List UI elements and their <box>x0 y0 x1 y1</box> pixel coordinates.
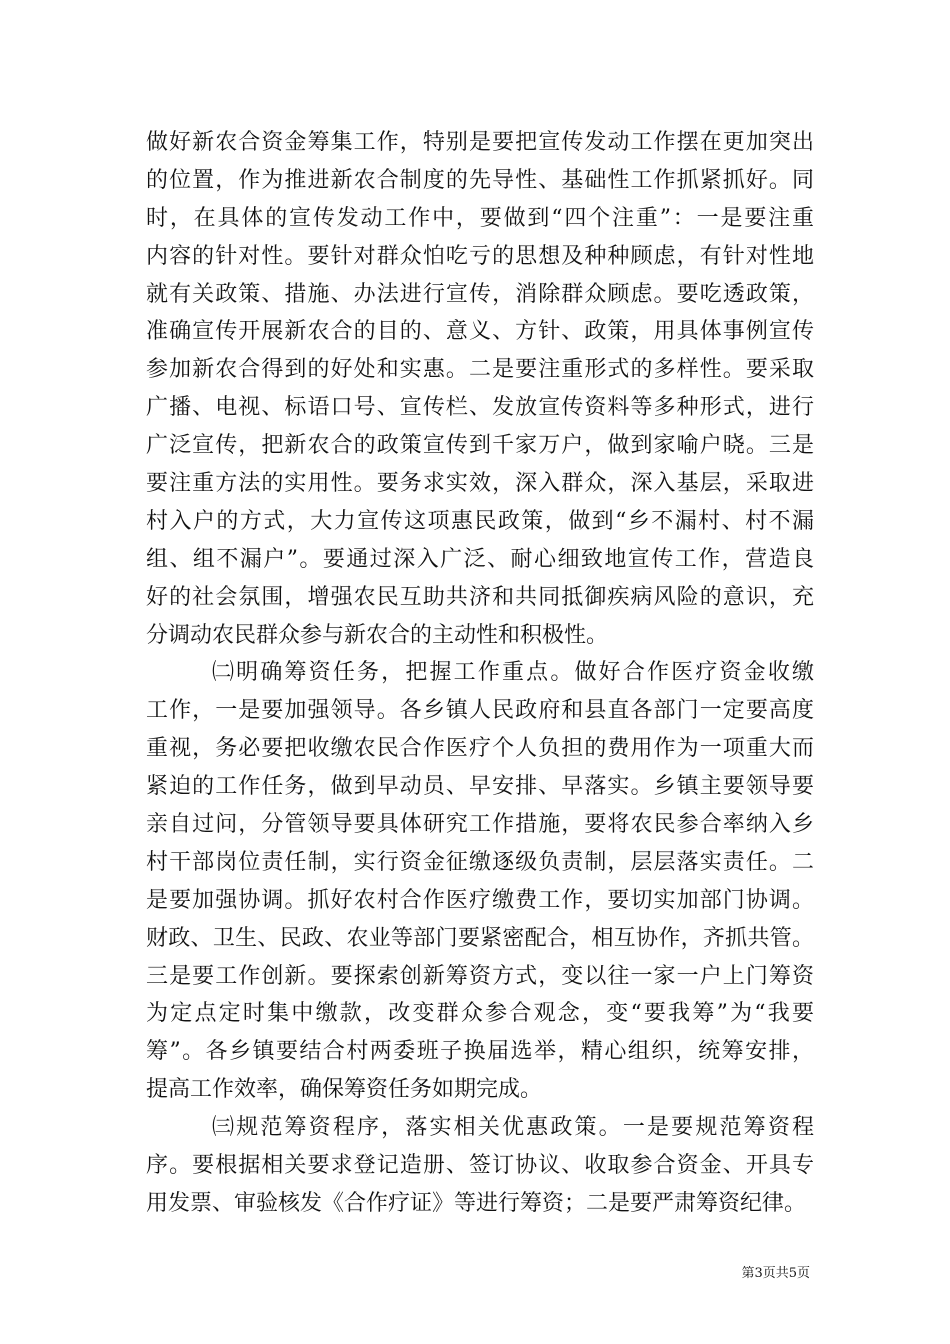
text-line: 的位置，作为推进新农合制度的先导性、基础性工作抓紧抓好。同 <box>146 167 814 193</box>
body-text <box>146 124 814 1223</box>
text-line: 广泛宣传，把新农合的政策宣传到千家万户，做到家喻户晓。三是 <box>146 433 814 459</box>
page-number-footer: 第3页共5页 <box>741 1266 810 1281</box>
text-line: ㈡明确筹资任务，把握工作重点。做好合作医疗资金收缴 <box>212 660 814 686</box>
text-line: 亲自过问，分管领导要具体研究工作措施，要将农民参合率纳入乡 <box>146 812 814 838</box>
text-line: 重视，务必要把收缴农民合作医疗个人负担的费用作为一项重大而 <box>146 736 814 762</box>
text-line: 筹”。各乡镇要结合村两委班子换届选举，精心组织，统筹安排， <box>146 1039 814 1065</box>
text-line: 组、组不漏户”。要通过深入广泛、耐心细致地宣传工作，营造良 <box>146 546 814 572</box>
text-line: 分调动农民群众参与新农合的主动性和积极性。 <box>146 622 609 648</box>
text-line: 用发票、审验核发《合作疗证》等进行筹资；二是要严肃筹资纪律。 <box>146 1190 807 1216</box>
text-line: 时，在具体的宣传发动工作中，要做到“四个注重”：一是要注重 <box>146 205 814 231</box>
text-line: ㈢规范筹资程序，落实相关优惠政策。一是要规范筹资程 <box>212 1115 814 1141</box>
text-line: 要注重方法的实用性。要务求实效，深入群众，深入基层，采取进 <box>146 471 814 497</box>
text-line: 好的社会氛围，增强农民互助共济和共同抵御疾病风险的意识，充 <box>146 584 814 610</box>
text-line: 就有关政策、措施、办法进行宣传，消除群众顾虑。要吃透政策， <box>146 281 814 307</box>
text-line: 村入户的方式，大力宣传这项惠民政策，做到“乡不漏村、村不漏 <box>146 508 814 534</box>
text-line: 村干部岗位责任制，实行资金征缴逐级负责制，层层落实责任。二 <box>146 849 814 875</box>
text-line: 序。要根据相关要求登记造册、签订协议、收取参合资金、开具专 <box>146 1153 814 1179</box>
text-line: 是要加强协调。抓好农村合作医疗缴费工作，要切实加部门协调。 <box>146 887 814 913</box>
paragraph <box>146 1109 814 1223</box>
paragraph <box>146 124 814 654</box>
text-line: 财政、卫生、民政、农业等部门要紧密配合，相互协作，齐抓共管。 <box>146 925 814 951</box>
text-line: 工作，一是要加强领导。各乡镇人民政府和县直各部门一定要高度 <box>146 698 814 724</box>
text-line: 紧迫的工作任务，做到早动员、早安排、早落实。乡镇主要领导要 <box>146 774 814 800</box>
text-line: 准确宣传开展新农合的目的、意义、方针、政策，用具体事例宣传 <box>146 319 814 345</box>
paragraph <box>146 654 814 1109</box>
text-line: 提高工作效率，确保筹资任务如期完成。 <box>146 1077 543 1103</box>
text-line: 广播、电视、标语口号、宣传栏、发放宣传资料等多种形式，进行 <box>146 395 814 421</box>
text-line: 三是要工作创新。要探索创新筹资方式，变以往一家一户上门筹资 <box>146 963 814 989</box>
text-line: 做好新农合资金筹集工作，特别是要把宣传发动工作摆在更加突出 <box>146 130 814 155</box>
text-line: 为定点定时集中缴款，改变群众参合观念，变“要我筹”为“我要 <box>146 1001 814 1027</box>
text-line: 参加新农合得到的好处和实惠。二是要注重形式的多样性。要采取 <box>146 357 814 383</box>
text-line: 内容的针对性。要针对群众怕吃亏的思想及种种顾虑，有针对性地 <box>146 243 814 269</box>
